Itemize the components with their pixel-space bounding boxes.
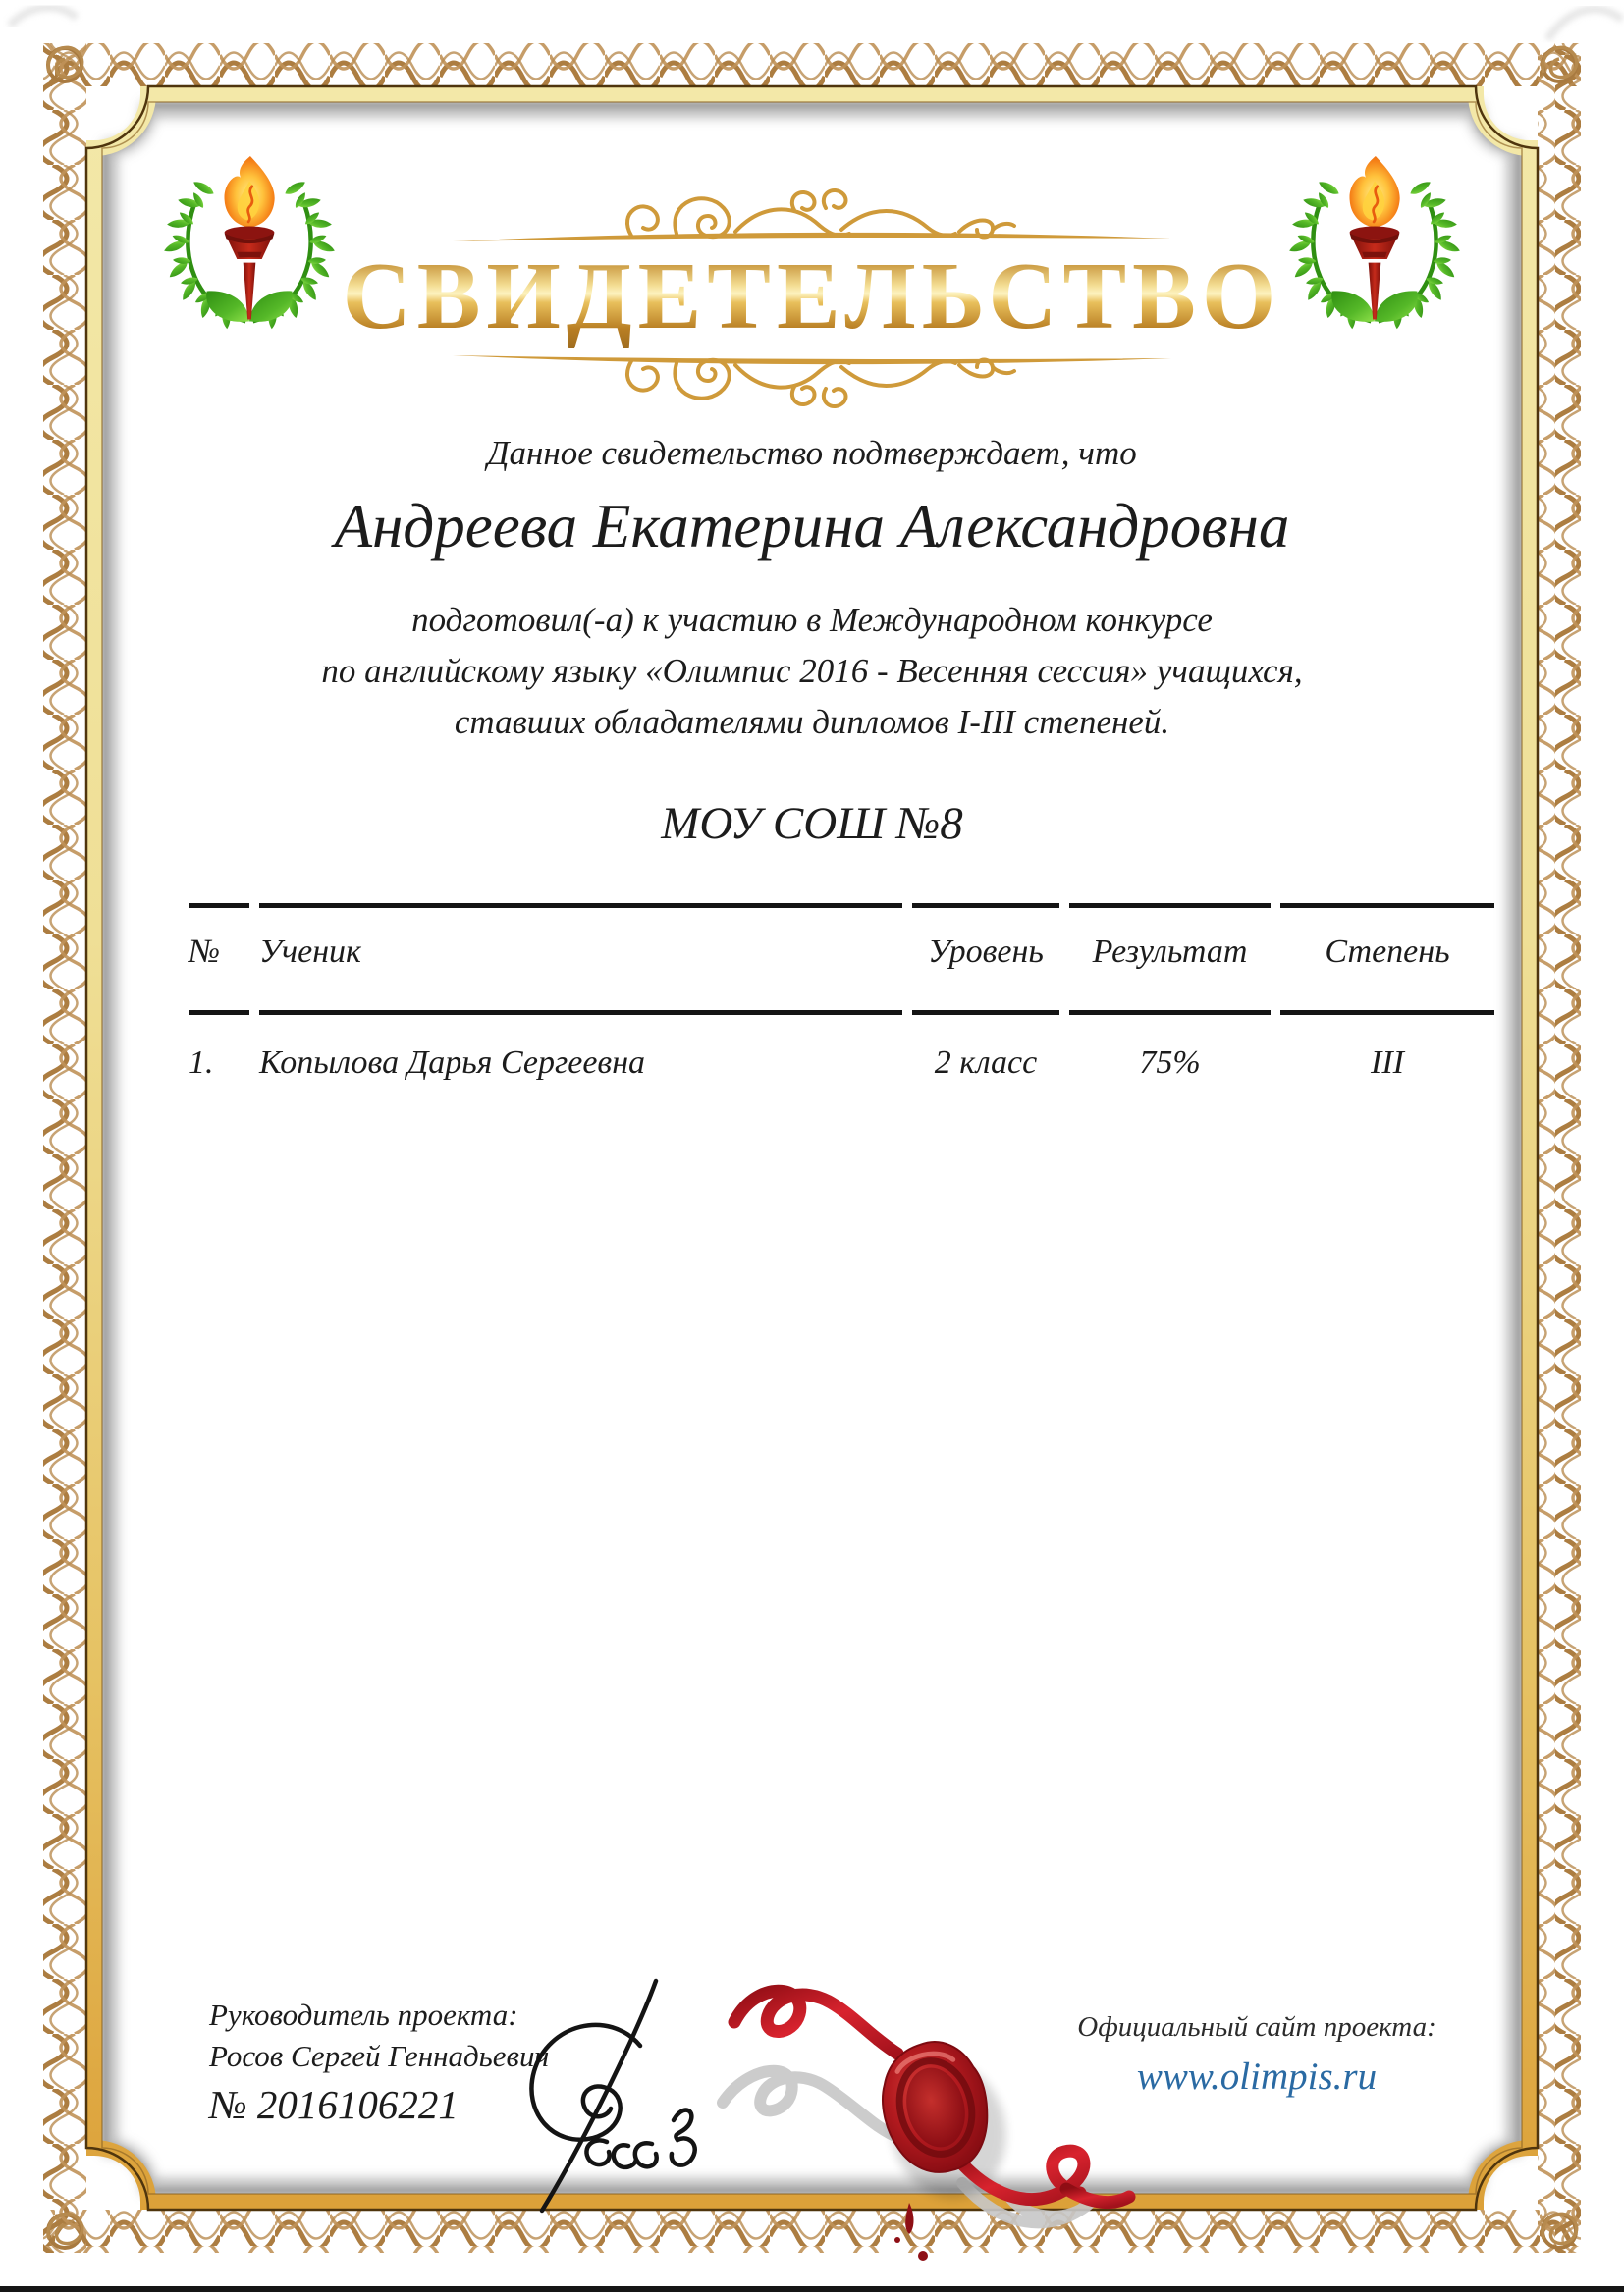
- official-site-label: Официальный сайт проекта:: [1077, 2011, 1436, 2043]
- cell-degree: III: [1371, 1044, 1404, 1081]
- col-header-result: Результат: [1069, 903, 1271, 1015]
- col-header-level: Уровень: [912, 903, 1059, 1015]
- body-line-2: по английскому языку «Олимпис 2016 - Весенняя сессия» учащихся,: [321, 652, 1303, 690]
- table-header-row: [189, 903, 1494, 1015]
- results-table: [179, 903, 1504, 1082]
- project-leader-label: Руководитель проекта:: [209, 1998, 518, 2032]
- project-leader-name: Росов Сергей Геннадьевич: [209, 2039, 550, 2073]
- wax-seal-icon: [705, 1946, 1186, 2274]
- certificate-number: № 2016106221: [209, 2082, 459, 2127]
- footer-right-block: [1070, 2008, 1443, 2101]
- body-line-3: ставших обладателями дипломов I-III степеней.: [454, 703, 1170, 741]
- signature-icon: [491, 1973, 707, 2218]
- col-header-student: Ученик: [259, 903, 902, 1015]
- intro-line: Данное свидетельство подтверждает, что: [487, 434, 1137, 472]
- table-row: [189, 1015, 1494, 1082]
- col-header-degree: Степень: [1280, 903, 1494, 1015]
- body-paragraph: [0, 595, 1624, 748]
- gold-flourish-bottom-icon: [449, 344, 1175, 414]
- certificate-title: СВИДЕТЕЛЬСТВО: [0, 241, 1624, 350]
- results-table-wrap: [179, 903, 1504, 1082]
- cell-level: 2 класс: [934, 1044, 1038, 1081]
- official-site-link[interactable]: www.olimpis.ru: [1136, 2056, 1378, 2098]
- cell-student: Копылова Дарья Сергеевна: [259, 1044, 646, 1081]
- col-header-number: №: [189, 903, 249, 1015]
- recipient-name: Андреева Екатерина Александровна: [334, 492, 1290, 561]
- cell-number: 1.: [189, 1044, 214, 1081]
- school-name: МОУ СОШ №8: [661, 798, 963, 849]
- body-line-1: подготовил(-а) к участию в Международном конкурсе: [411, 601, 1213, 639]
- cell-result: 75%: [1139, 1044, 1201, 1081]
